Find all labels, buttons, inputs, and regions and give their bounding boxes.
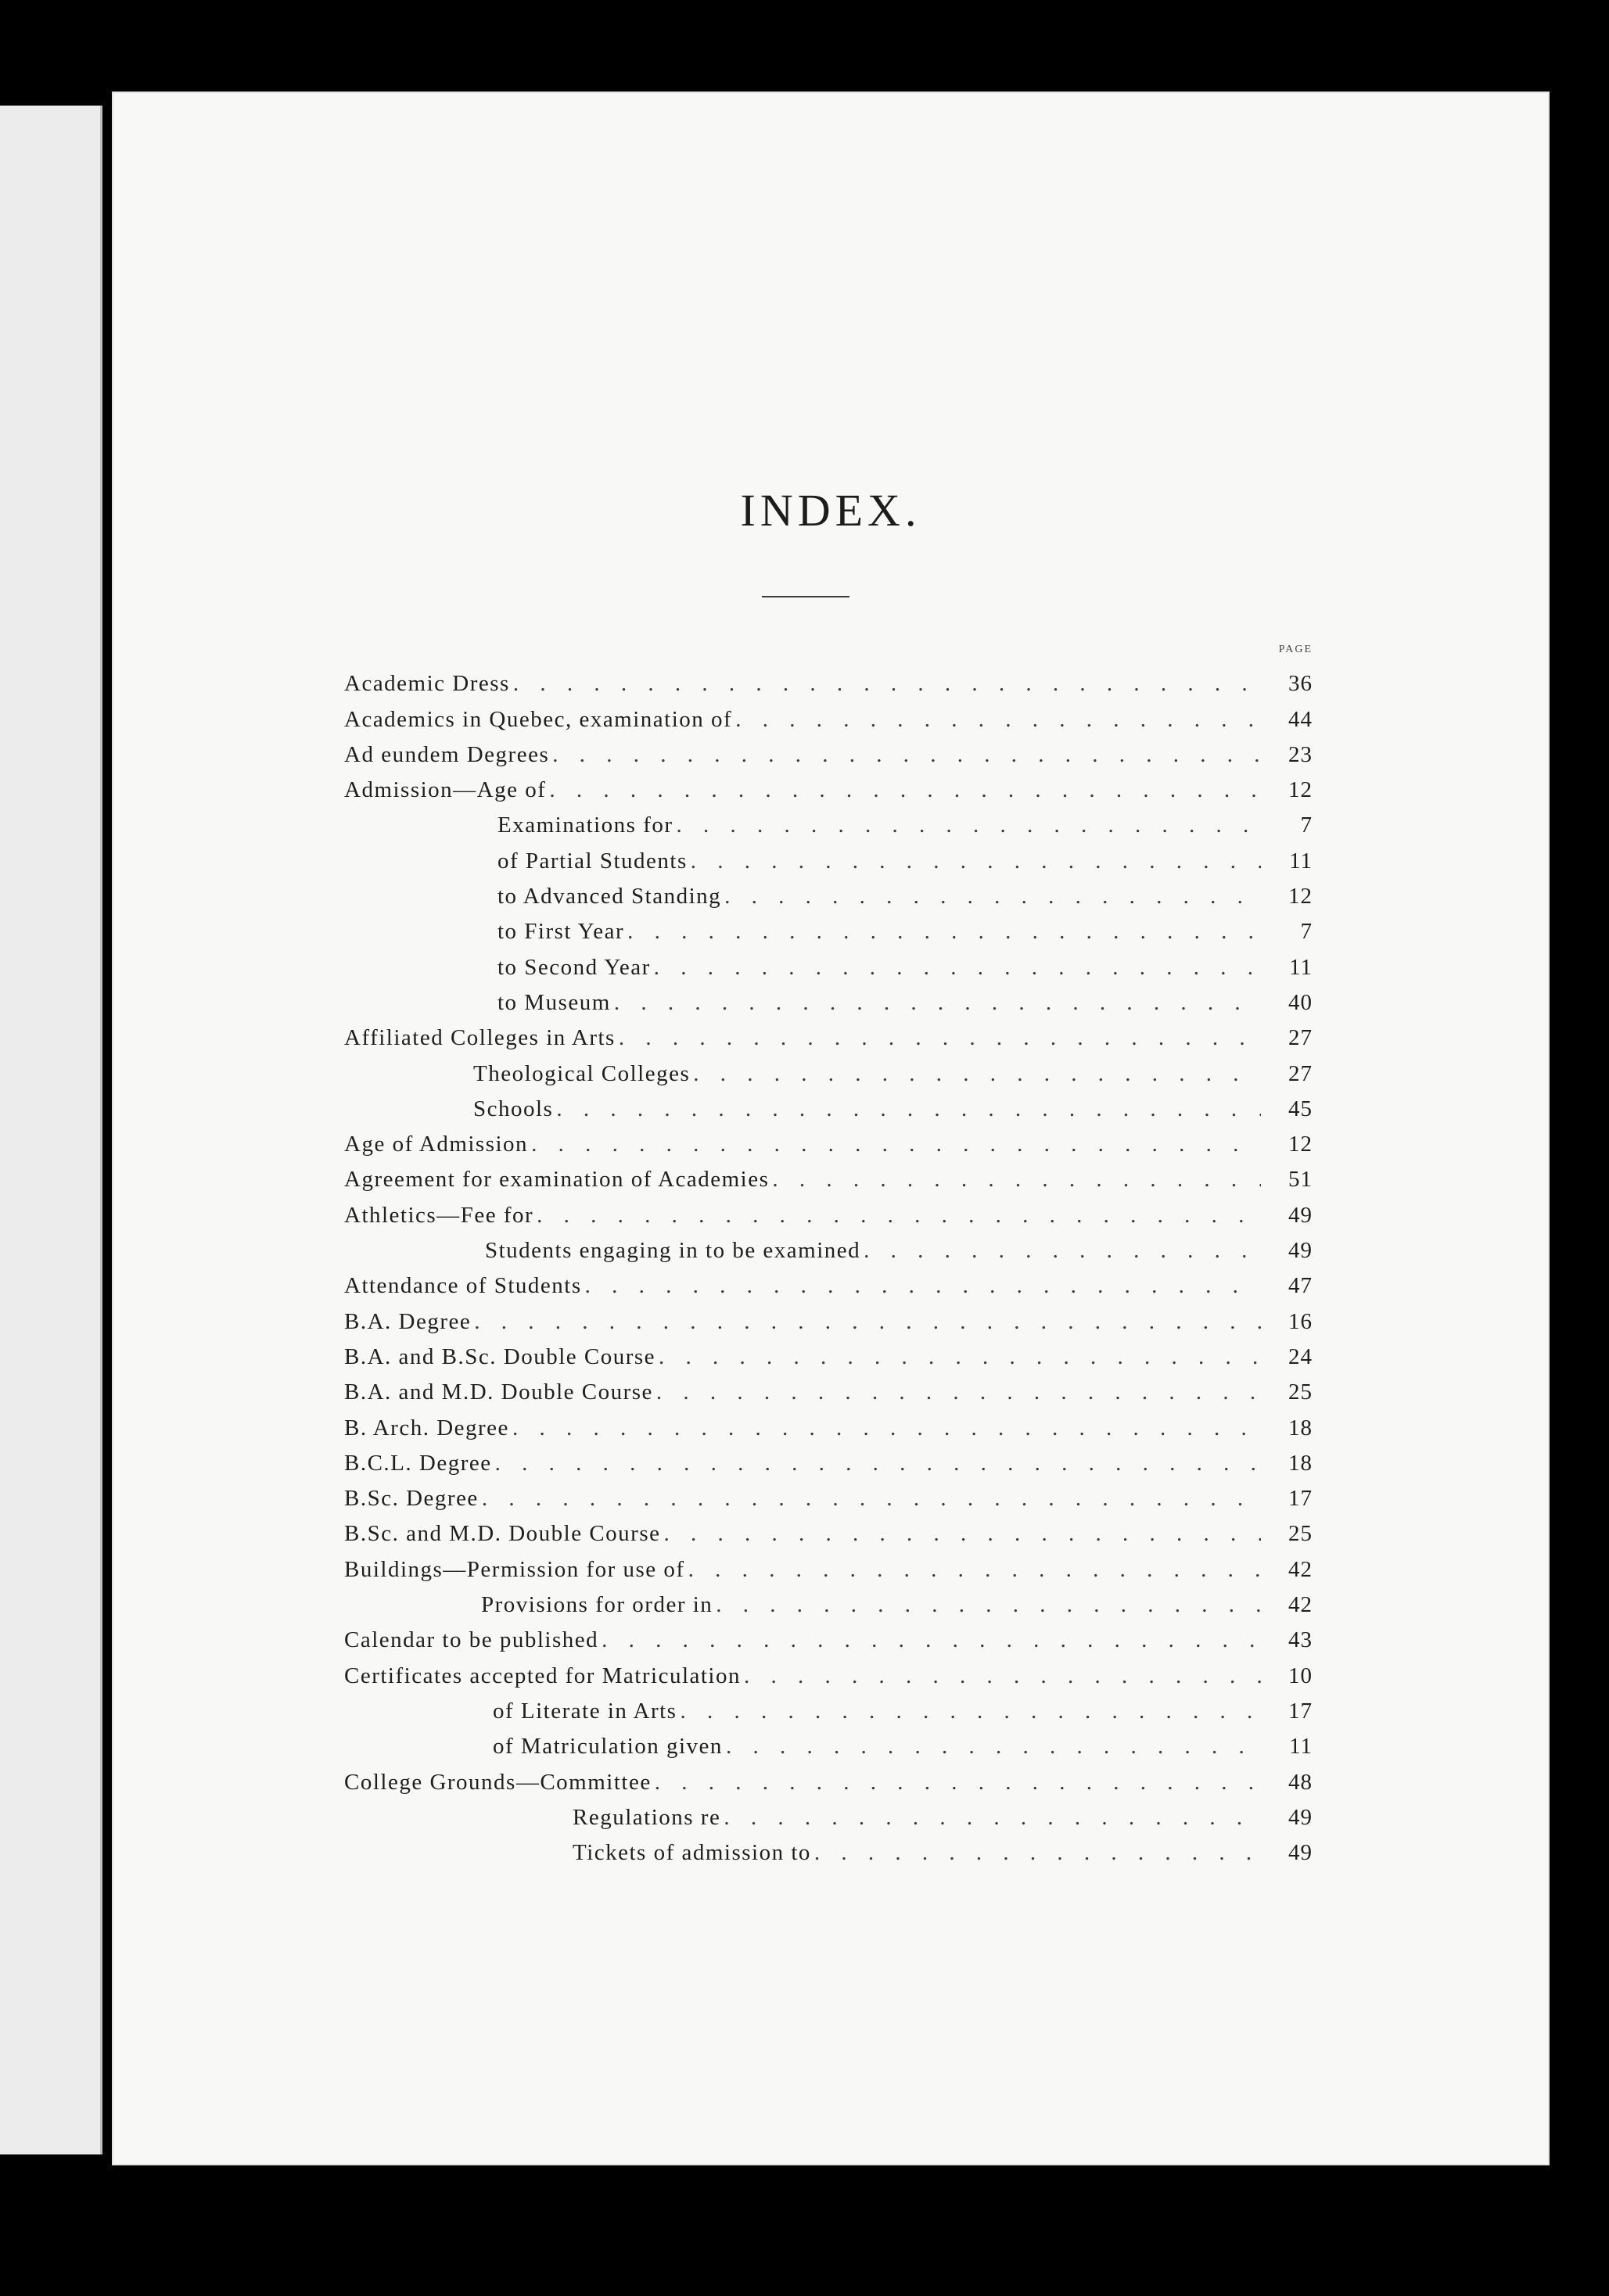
entry-page-number: 17: [1288, 1486, 1313, 1512]
entry-label: to Advanced Standing: [497, 884, 722, 909]
index-entry: [344, 1653, 1313, 1688]
entry-page-number: 51: [1288, 1167, 1313, 1193]
entry-page-number: 23: [1288, 741, 1313, 767]
dot-leader: [474, 1309, 1261, 1335]
index-subentry: [344, 803, 1313, 838]
entry-label: Provisions for order in: [481, 1592, 713, 1618]
entry-label: Age of Admission: [344, 1132, 529, 1157]
index-subentry: [344, 874, 1313, 909]
index-subentry: [344, 838, 1313, 874]
entry-label: of Partial Students: [497, 848, 688, 874]
dot-leader: [724, 1805, 1261, 1831]
dot-leader: [864, 1238, 1261, 1264]
entry-page-number: 11: [1289, 954, 1313, 980]
entry-label: to First Year: [497, 919, 625, 945]
dot-leader: [531, 1132, 1261, 1157]
dot-leader: [614, 990, 1261, 1016]
index-entry: [344, 1264, 1313, 1299]
entry-label: B.A. and M.D. Double Course: [344, 1379, 653, 1405]
index-entry: [344, 768, 1313, 803]
entry-page-number: 40: [1288, 989, 1313, 1015]
index-subentry: [344, 1583, 1313, 1618]
entry-label: B.A. Degree: [344, 1308, 472, 1334]
page-column-label: PAGE: [1278, 644, 1313, 655]
entry-label: Academics in Quebec, examination of: [344, 706, 733, 732]
dot-leader: [691, 848, 1261, 874]
entry-label: Students engaging in to be examined: [485, 1238, 861, 1264]
dot-leader: [602, 1627, 1261, 1653]
entry-label: Calendar to be published: [344, 1627, 599, 1653]
dot-leader: [659, 1344, 1261, 1370]
index-subentry: [344, 1831, 1313, 1866]
dot-leader: [627, 919, 1261, 945]
index-subentry: [344, 1689, 1313, 1724]
title-rule: [762, 596, 849, 597]
dot-leader: [619, 1025, 1261, 1051]
entry-page-number: 44: [1288, 706, 1313, 732]
entry-page-number: 45: [1288, 1096, 1313, 1121]
entry-label: Agreement for examination of Academies: [344, 1167, 770, 1193]
index-subentry: [344, 1087, 1313, 1122]
entry-label: Athletics—Fee for: [344, 1202, 534, 1228]
entry-page-number: 27: [1288, 1025, 1313, 1051]
dot-leader: [677, 813, 1261, 838]
entry-label: Admission—Age of: [344, 777, 547, 803]
dot-leader: [552, 742, 1261, 768]
entry-page-number: 24: [1288, 1344, 1313, 1369]
entry-label: to Second Year: [497, 954, 651, 980]
entry-label: Theological Colleges: [473, 1060, 691, 1086]
entry-page-number: 16: [1288, 1308, 1313, 1334]
entry-label: of Matriculation given: [493, 1734, 723, 1760]
index-entry: [344, 1370, 1313, 1405]
index-entries: [344, 662, 1313, 1866]
entry-label: B.A. and B.Sc. Double Course: [344, 1344, 656, 1369]
entry-label: B.Sc. and M.D. Double Course: [344, 1521, 661, 1547]
entry-label: of Literate in Arts: [493, 1698, 677, 1724]
dot-leader: [735, 707, 1261, 733]
index-entry: [344, 1405, 1313, 1440]
index-subentry: [344, 1724, 1313, 1760]
entry-label: Examinations for: [497, 813, 673, 838]
entry-label: B.C.L. Degree: [344, 1450, 492, 1476]
index-entry: [344, 697, 1313, 732]
entry-page-number: 49: [1288, 1840, 1313, 1866]
entry-page-number: 25: [1288, 1379, 1313, 1405]
entry-label: Attendance of Students: [344, 1273, 582, 1299]
dot-leader: [482, 1486, 1261, 1512]
entry-label: to Museum: [497, 989, 611, 1015]
entry-page-number: 42: [1288, 1556, 1313, 1582]
dot-leader: [537, 1203, 1261, 1229]
entry-page-number: 27: [1288, 1060, 1313, 1086]
entry-page-number: 49: [1288, 1804, 1313, 1830]
dot-leader: [654, 955, 1261, 981]
entry-page-number: 17: [1288, 1698, 1313, 1724]
entry-label: Certificates accepted for Matriculation: [344, 1663, 741, 1688]
index-entry: [344, 662, 1313, 697]
dot-leader: [663, 1521, 1261, 1547]
index-entry: [344, 1335, 1313, 1370]
index-subentry: [344, 945, 1313, 980]
entry-label: College Grounds—Committee: [344, 1769, 652, 1795]
index-entry: [344, 1547, 1313, 1582]
index-entry: [344, 1441, 1313, 1476]
entry-page-number: 12: [1288, 1132, 1313, 1157]
entry-page-number: 48: [1288, 1769, 1313, 1795]
entry-label: Schools: [473, 1096, 554, 1121]
dot-leader: [693, 1061, 1261, 1087]
index-entry: [344, 1193, 1313, 1228]
entry-page-number: 18: [1288, 1415, 1313, 1440]
entry-page-number: 7: [1300, 813, 1313, 838]
entry-page-number: 47: [1288, 1273, 1313, 1299]
entry-page-number: 36: [1288, 671, 1313, 697]
entry-label: Affiliated Colleges in Arts: [344, 1025, 616, 1051]
dot-leader: [688, 1557, 1261, 1583]
index-entry: [344, 1618, 1313, 1653]
index-subentry: [344, 981, 1313, 1016]
entry-label: Buildings—Permission for use of: [344, 1556, 685, 1582]
entry-label: B. Arch. Degree: [344, 1415, 509, 1440]
index-page: [112, 91, 1550, 2165]
dot-leader: [556, 1096, 1261, 1122]
index-entry: [344, 1299, 1313, 1334]
dot-leader: [656, 1379, 1261, 1405]
dot-leader: [680, 1699, 1261, 1724]
entry-page-number: 11: [1289, 848, 1313, 874]
index-entry: [344, 1122, 1313, 1157]
dot-leader: [512, 1415, 1261, 1441]
entry-page-number: 42: [1288, 1592, 1313, 1618]
entry-page-number: 12: [1288, 777, 1313, 803]
entry-page-number: 11: [1289, 1734, 1313, 1760]
entry-page-number: 49: [1288, 1202, 1313, 1228]
dot-leader: [814, 1840, 1261, 1866]
index-entry: [344, 1157, 1313, 1193]
entry-page-number: 10: [1288, 1663, 1313, 1688]
index-entry: [344, 1476, 1313, 1512]
dot-leader: [726, 1734, 1261, 1760]
entry-page-number: 12: [1288, 884, 1313, 909]
dot-leader: [549, 777, 1261, 803]
entry-label: Tickets of admission to: [573, 1840, 811, 1866]
dot-leader: [744, 1663, 1261, 1689]
dot-leader: [655, 1770, 1261, 1796]
entry-label: Academic Dress: [344, 671, 510, 697]
index-subentry: [344, 1796, 1313, 1831]
dot-leader: [585, 1273, 1261, 1299]
dot-leader: [772, 1167, 1261, 1193]
page-title: INDEX.: [740, 485, 921, 536]
entry-label: B.Sc. Degree: [344, 1486, 479, 1512]
entry-label: Ad eundem Degrees: [344, 741, 550, 767]
index-entry: [344, 1016, 1313, 1051]
index-entry: [344, 1512, 1313, 1547]
index-subentry: [344, 1229, 1313, 1264]
facing-page-edge: [0, 106, 102, 2154]
entry-page-number: 49: [1288, 1238, 1313, 1264]
dot-leader: [513, 671, 1261, 697]
index-entry: [344, 1760, 1313, 1795]
entry-page-number: 43: [1288, 1627, 1313, 1653]
dot-leader: [495, 1451, 1261, 1476]
index-subentry: [344, 1051, 1313, 1086]
dot-leader: [724, 884, 1261, 909]
index-subentry: [344, 909, 1313, 945]
entry-page-number: 7: [1300, 919, 1313, 945]
entry-label: Regulations re: [573, 1804, 721, 1830]
entry-page-number: 18: [1288, 1450, 1313, 1476]
dot-leader: [716, 1592, 1261, 1618]
index-entry: [344, 733, 1313, 768]
entry-page-number: 25: [1288, 1521, 1313, 1547]
